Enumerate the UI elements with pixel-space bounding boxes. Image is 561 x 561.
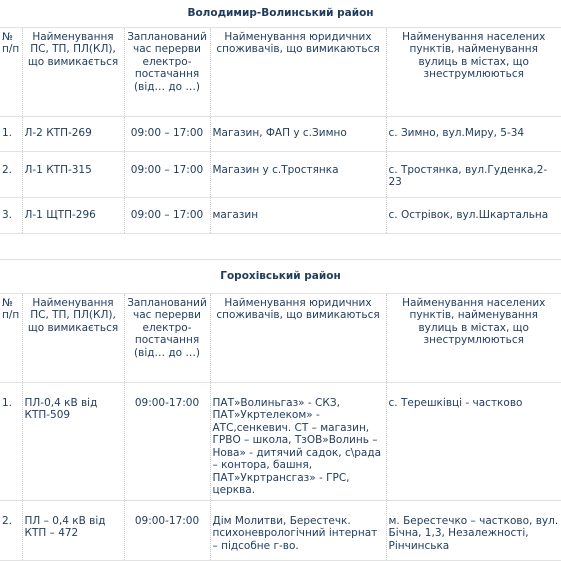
header-places: Найменування населених пунктів, найменування вулиць в містах, що знеструмлюються — [386, 27, 561, 116]
row-number: 1. — [0, 116, 22, 151]
header-row — [0, 293, 561, 382]
row-number: 2. — [0, 500, 22, 560]
header-ps: Найменування ПС, ТП, ПЛ(КЛ), що вимикається — [22, 293, 124, 382]
row-places: с. Острівок, вул.Шкартальна — [386, 197, 561, 233]
header-ps: Найменування ПС, ТП, ПЛ(КЛ), що вимикається — [22, 27, 124, 116]
row-number: 3. — [0, 197, 22, 233]
row-ps: ПЛ – 0,4 кВ від КТП – 472 — [22, 500, 124, 560]
table-row — [0, 116, 561, 151]
row-number: 1. — [0, 382, 22, 500]
header-consumers: Найменування юридичних споживачів, що вимикаються — [210, 293, 386, 382]
row-ps: Л-1 ЩТП-296 — [22, 197, 124, 233]
row-number: 2. — [0, 151, 22, 197]
row-consumers: Дім Молитви, Берестечк. психоневрологічний інтернат – підсобне г-во. — [210, 500, 386, 560]
row-consumers: Магазин у с.Тростянка — [210, 151, 386, 197]
row-time: 09:00 – 17:00 — [124, 116, 210, 151]
table-row — [0, 151, 561, 197]
row-places: с. Зимно, вул.Миру, 5-34 — [386, 116, 561, 151]
row-consumers: Магазин, ФАП у с.Зимно — [210, 116, 386, 151]
header-time: Запланований час перерви електро-постачання (від… до …) — [124, 293, 210, 382]
table-row — [0, 500, 561, 560]
row-ps: Л-2 КТП-269 — [22, 116, 124, 151]
row-time: 09:00-17:00 — [124, 500, 210, 560]
row-time: 09:00 – 17:00 — [124, 151, 210, 197]
section-title-row — [0, 0, 561, 27]
row-consumers: ПАТ»Волиньгаз» - СКЗ, ПАТ»Укртелеком» - АТС,сенкевич. СТ – магазин, ГРВО – школа, ТзОВ»Волинь – Нова» - дитячий садок, с\рада – контора, башня, ПАТ»Укртрансгаз» - ГРС, церква. — [210, 382, 386, 500]
row-places: с. Тростянка, вул.Гуденка,2-23 — [386, 151, 561, 197]
section-spacer — [0, 233, 561, 259]
header-number: №п/п — [0, 27, 22, 116]
header-time: Запланований час перерви електро-постачання (від… до …) — [124, 27, 210, 116]
row-time: 09:00 – 17:00 — [124, 197, 210, 233]
district-title: Горохівський район — [0, 259, 561, 293]
header-places: Найменування населених пунктів, найменування вулиць в містах, що знеструмлюються — [386, 293, 561, 382]
table-row — [0, 197, 561, 233]
header-consumers: Найменування юридичних споживачів, що вимикаються — [210, 27, 386, 116]
row-places: с. Терешківці - частково — [386, 382, 561, 500]
row-ps: Л-1 КТП-315 — [22, 151, 124, 197]
row-places: м. Берестечко – частково, вул. Бічна, 1,3, Незалежності, Рінчинська — [386, 500, 561, 560]
row-consumers: магазин — [210, 197, 386, 233]
table-row — [0, 382, 561, 500]
district-title: Володимир-Волинський район — [0, 0, 561, 27]
header-number: №п/п — [0, 293, 22, 382]
section-title-row — [0, 259, 561, 293]
row-ps: ПЛ-0,4 кВ від КТП-509 — [22, 382, 124, 500]
header-row — [0, 27, 561, 116]
row-time: 09:00-17:00 — [124, 382, 210, 500]
